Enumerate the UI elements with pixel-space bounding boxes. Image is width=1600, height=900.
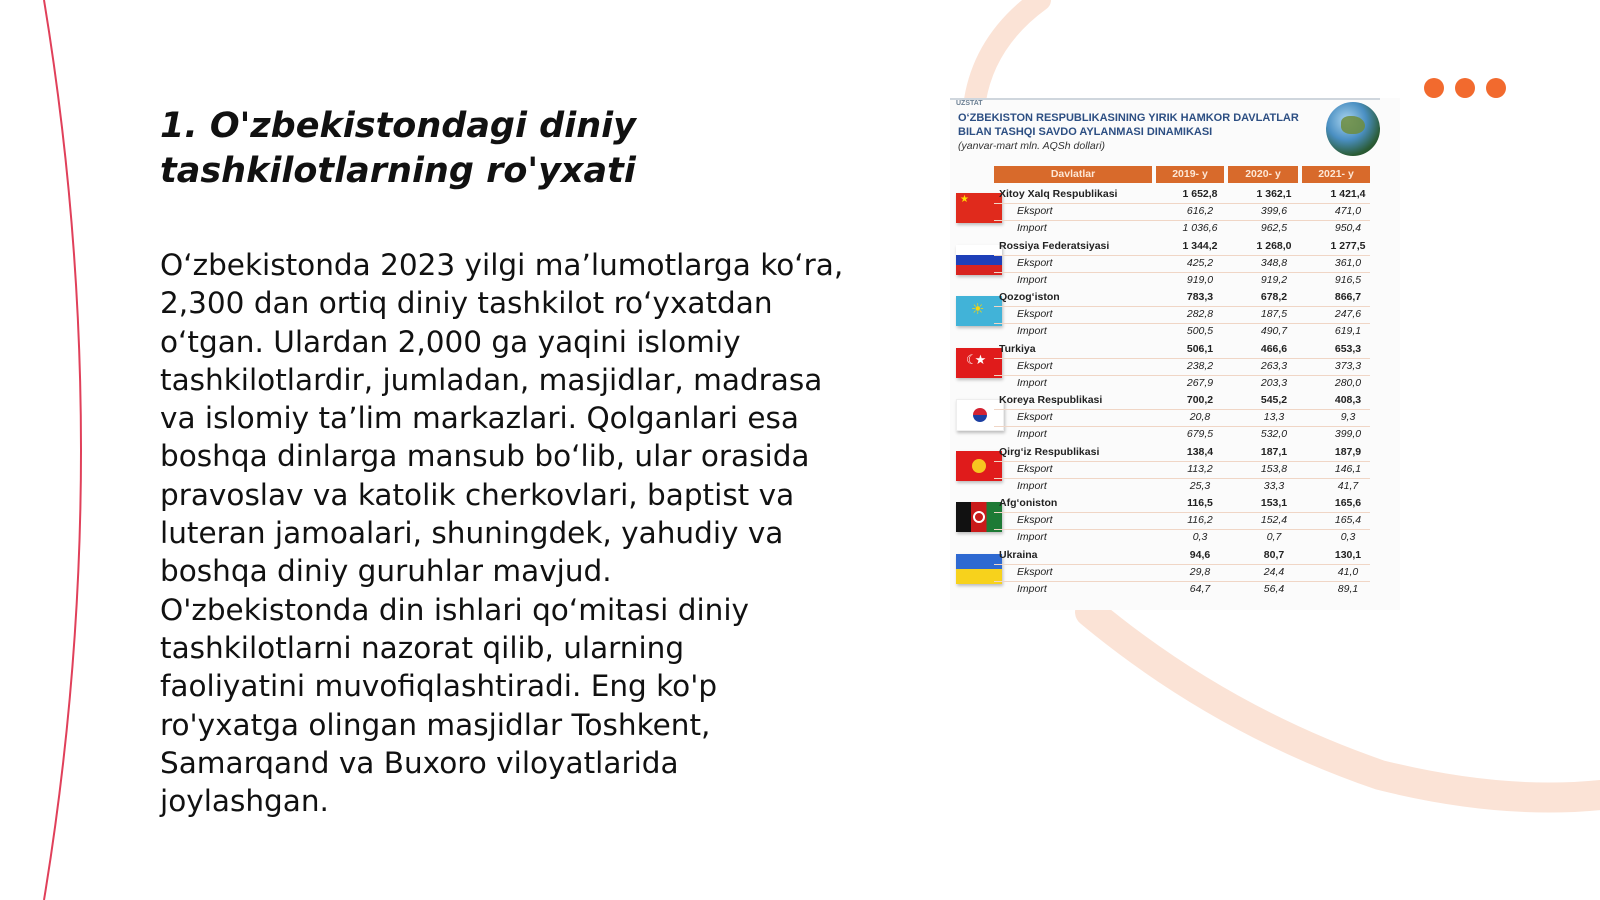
table-cell: 490,7 — [1260, 325, 1288, 337]
table-cell: 408,3 — [1334, 394, 1362, 406]
table-cell: 153,8 — [1260, 462, 1288, 475]
table-cell: 783,3 — [1186, 291, 1214, 303]
table-import-row — [950, 220, 1400, 237]
table-cell: 203,3 — [1260, 376, 1288, 389]
uzstat-logo: UZSTAT — [956, 100, 983, 107]
table-cell: 153,1 — [1260, 497, 1288, 509]
table-cell: 267,9 — [1186, 376, 1214, 389]
table-cell: 9,3 — [1340, 411, 1356, 423]
trade-table-image — [950, 98, 1400, 610]
table-cell: 361,0 — [1334, 256, 1362, 269]
table-cell: 950,4 — [1334, 222, 1362, 234]
table-cell: 263,3 — [1260, 359, 1288, 372]
table-import-row — [950, 529, 1400, 546]
table-header-2020: 2020- y — [1228, 166, 1298, 183]
table-cell: 138,4 — [1186, 445, 1214, 458]
table-import-row — [950, 375, 1400, 392]
table-title — [958, 112, 1318, 139]
table-cell: 532,0 — [1260, 428, 1288, 440]
table-row-label: Qozog‘iston — [999, 291, 1060, 303]
table-cell: 41,7 — [1337, 479, 1359, 492]
table-cell: 187,5 — [1260, 308, 1288, 320]
table-row-label: Import — [1017, 376, 1047, 389]
slide-title-line2: tashkilotlarning ro'yxati — [160, 151, 636, 191]
table-row-label: Xitoy Xalq Respublikasi — [999, 188, 1118, 200]
table-export-row — [950, 358, 1400, 375]
table-cell: 700,2 — [1186, 394, 1214, 406]
table-row-label: Eksport — [1017, 411, 1053, 423]
table-cell: 130,1 — [1334, 548, 1362, 561]
table-row-label: Eksport — [1017, 514, 1053, 526]
table-cell: 919,0 — [1186, 273, 1214, 286]
slide-title-line1: 1. O'zbekistondagi diniy — [160, 106, 636, 146]
table-cell: 348,8 — [1260, 256, 1288, 269]
table-cell: 24,4 — [1263, 565, 1285, 578]
table-cell: 238,2 — [1186, 359, 1214, 372]
table-cell: 94,6 — [1189, 548, 1211, 561]
table-cell: 20,8 — [1189, 411, 1211, 423]
table-cell: 1 036,6 — [1182, 222, 1218, 234]
table-cell: 1 362,1 — [1256, 188, 1292, 200]
table-cell: 399,0 — [1334, 428, 1362, 440]
table-cell: 80,7 — [1263, 548, 1285, 561]
table-import-row — [950, 323, 1400, 340]
table-title-line2: BILAN TASHQI SAVDO AYLANMASI DINAMIKASI — [958, 125, 1213, 138]
table-cell: 1 421,4 — [1330, 188, 1366, 200]
table-export-row — [950, 255, 1400, 272]
table-row-label: Import — [1017, 222, 1047, 234]
table-cell: 962,5 — [1260, 222, 1288, 234]
table-country-row — [950, 495, 1400, 512]
table-cell: 619,1 — [1334, 325, 1362, 337]
table-cell: 399,6 — [1260, 205, 1288, 217]
table-top-bar — [950, 98, 1380, 100]
table-cell: 500,5 — [1186, 325, 1214, 337]
accent-dot — [1455, 78, 1475, 98]
table-row-label: Turkiya — [999, 342, 1036, 355]
table-cell: 116,2 — [1187, 514, 1213, 526]
table-cell: 679,5 — [1186, 428, 1214, 440]
table-row-label: Import — [1017, 582, 1047, 595]
table-export-row — [950, 564, 1400, 581]
table-import-row — [950, 581, 1400, 598]
globe-land-icon — [1341, 116, 1365, 134]
table-row-label: Koreya Respublikasi — [999, 394, 1103, 406]
table-cell: 13,3 — [1263, 411, 1285, 423]
table-export-row — [950, 461, 1400, 478]
table-cell: 653,3 — [1334, 342, 1362, 355]
table-export-row — [950, 512, 1400, 529]
table-country-row — [950, 444, 1400, 461]
table-cell: 678,2 — [1260, 291, 1288, 303]
table-country-row — [950, 392, 1400, 409]
table-row-label: Eksport — [1017, 256, 1053, 269]
table-row-label: Afg‘oniston — [999, 497, 1058, 509]
table-row-label: Eksport — [1017, 565, 1053, 578]
table-cell: 29,8 — [1189, 565, 1211, 578]
table-cell: 1 277,5 — [1330, 239, 1366, 252]
table-row-label: Ukraina — [999, 548, 1038, 561]
table-export-row — [950, 409, 1400, 426]
table-cell: 0,7 — [1266, 531, 1282, 543]
table-row-label: Import — [1017, 273, 1047, 286]
table-cell: 146,1 — [1334, 462, 1362, 475]
table-row-label: Eksport — [1017, 308, 1053, 320]
table-import-row — [950, 426, 1400, 443]
table-row-label: Import — [1017, 531, 1047, 543]
table-header-country: Davlatlar — [994, 166, 1152, 183]
table-cell: 916,5 — [1334, 273, 1362, 286]
accent-dots — [1424, 78, 1506, 98]
table-cell: 1 268,0 — [1256, 239, 1292, 252]
table-cell: 616,2 — [1186, 205, 1214, 217]
table-header-2021: 2021- y — [1302, 166, 1370, 183]
table-import-row — [950, 272, 1400, 289]
table-cell: 25,3 — [1189, 479, 1211, 492]
peach-curve-bottom — [1090, 612, 1600, 798]
table-cell: 425,2 — [1186, 256, 1214, 269]
table-title-line1: O‘ZBEKISTON RESPUBLIKASINING YIRIK HAMKOR DAVLATLAR — [958, 112, 1299, 124]
table-cell: 466,6 — [1260, 342, 1288, 355]
table-country-row — [950, 547, 1400, 564]
table-cell: 506,1 — [1186, 342, 1214, 355]
table-country-row — [950, 238, 1400, 255]
table-country-row — [950, 341, 1400, 358]
table-cell: 187,9 — [1334, 445, 1362, 458]
table-row-label: Eksport — [1017, 462, 1053, 475]
table-cell: 471,0 — [1334, 205, 1362, 217]
peach-curve-top — [975, 0, 1040, 100]
table-cell: 56,4 — [1263, 582, 1285, 595]
table-export-row — [950, 306, 1400, 323]
table-cell: 89,1 — [1337, 582, 1359, 595]
slide-title — [160, 104, 800, 194]
accent-dot — [1486, 78, 1506, 98]
table-cell: 282,8 — [1186, 308, 1214, 320]
accent-dot — [1424, 78, 1444, 98]
table-cell: 919,2 — [1260, 273, 1288, 286]
table-cell: 113,2 — [1187, 462, 1213, 475]
table-cell: 0,3 — [1340, 531, 1356, 543]
table-cell: 247,6 — [1334, 308, 1362, 320]
table-row-label: Import — [1017, 428, 1047, 440]
table-cell: 152,4 — [1260, 514, 1288, 526]
table-cell: 41,0 — [1337, 565, 1359, 578]
table-cell: 64,7 — [1189, 582, 1211, 595]
left-red-arc — [44, 0, 81, 900]
table-export-row — [950, 203, 1400, 220]
table-row-label: Import — [1017, 325, 1047, 337]
table-country-row — [950, 289, 1400, 306]
slide-body-text: O‘zbekistonda 2023 yilgi ma’lumotlarga ko‘ra, 2,300 dan ortiq diniy tashkilot ro‘yxatdan o‘tgan. Ulardan 2,000 ga yaqini islomiy tashkilotlardir, jumladan, masjidlar, madrasa va islomiy ta’lim markazlari. Qolganlari esa boshqa dinlarga mansub bo‘lib, ular orasida pravoslav va katolik cherkovlari, baptist va luteran jamoalari, shuningdek, yahudiy va boshqa diniy guruhlar mavjud. O'zbekistonda din ishlari qo‘mitasi diniy tashkilotlarni nazorat qilib, ularning faoliyatini muvofiqlashtiradi. Eng ko'p ro'yxatga olingan masjidlar Toshkent, Samarqand va Buxoro viloyatlarida joylashgan. — [160, 248, 844, 819]
table-cell: 33,3 — [1263, 479, 1285, 492]
table-cell: 280,0 — [1334, 376, 1362, 389]
table-cell: 373,3 — [1334, 359, 1362, 372]
table-cell: 0,3 — [1192, 531, 1208, 543]
table-cell: 545,2 — [1260, 394, 1288, 406]
table-cell: 1 652,8 — [1182, 188, 1218, 200]
table-cell: 165,6 — [1334, 497, 1362, 509]
table-subtitle: (yanvar-mart mln. AQSh dollari) — [958, 140, 1106, 152]
table-cell: 1 344,2 — [1182, 239, 1218, 252]
table-row-label: Rossiya Federatsiyasi — [999, 239, 1110, 252]
table-cell: 866,7 — [1334, 291, 1362, 303]
table-row-label: Eksport — [1017, 205, 1053, 217]
table-row-label: Import — [1017, 479, 1047, 492]
table-row-label: Eksport — [1017, 359, 1053, 372]
table-country-row — [950, 186, 1400, 203]
table-cell: 165,4 — [1334, 514, 1362, 526]
table-header-2019: 2019- y — [1156, 166, 1224, 183]
table-row-label: Qirg‘iz Respublikasi — [999, 445, 1100, 458]
table-cell: 187,1 — [1260, 445, 1288, 458]
table-cell: 116,5 — [1187, 497, 1213, 509]
table-import-row — [950, 478, 1400, 495]
